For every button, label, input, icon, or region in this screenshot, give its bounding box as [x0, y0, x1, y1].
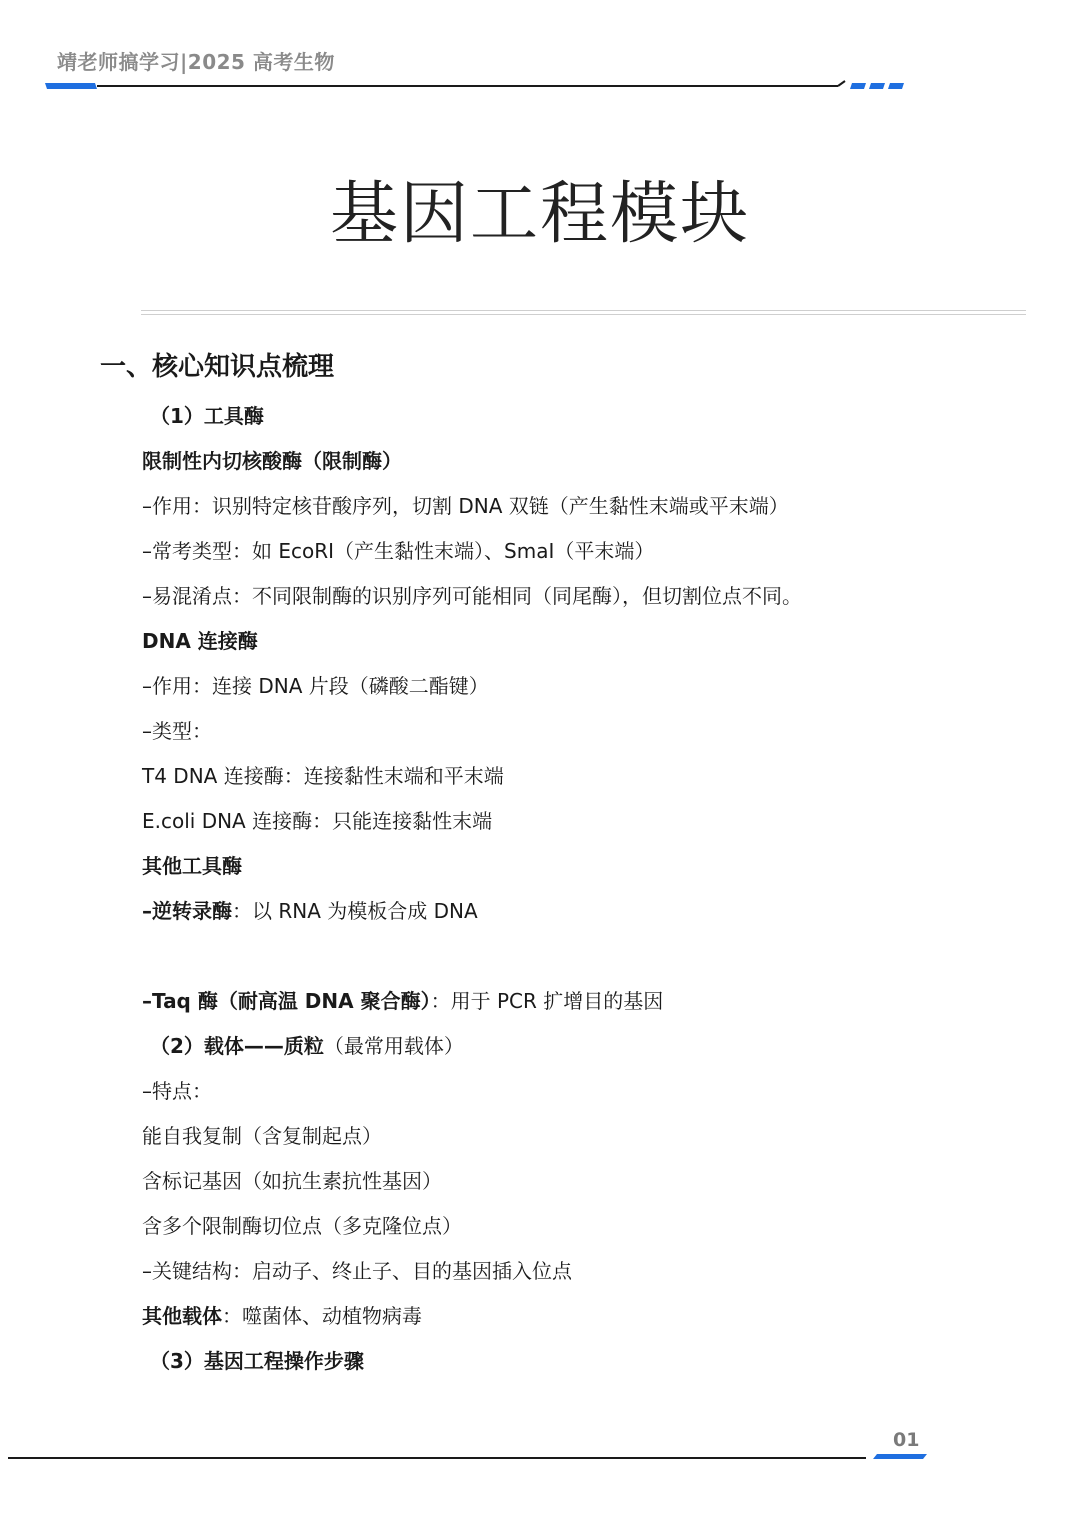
header-line-tick — [838, 81, 845, 86]
content-line: –关键结构：启动子、终止子、目的基因插入位点 — [142, 1259, 572, 1283]
content-line: 能自我复制（含复制起点） — [142, 1124, 382, 1148]
footer-accent — [873, 1454, 927, 1459]
page-number: 01 — [893, 1429, 920, 1451]
content-line — [142, 986, 663, 1016]
subsection-heading — [150, 1031, 464, 1061]
header-accent-left — [45, 83, 97, 89]
content-line — [142, 1301, 422, 1331]
content-line-rest: ：以 RNA 为模板合成 DNA — [232, 899, 478, 923]
header-accent-dash-2 — [869, 83, 885, 89]
header-rule — [0, 76, 1080, 96]
subsection-heading: （3）基因工程操作步骤 — [150, 1349, 364, 1373]
header-accent-dash-3 — [888, 83, 904, 89]
page-title: 基因工程模块 — [329, 175, 750, 254]
content-line-lead: –Taq 酶（耐高温 DNA 聚合酶） — [142, 989, 431, 1013]
content-line: –作用：连接 DNA 片段（磷酸二酯键） — [142, 674, 489, 698]
content-line-rest: ：用于 PCR 扩增目的基因 — [430, 989, 664, 1013]
content-line: –特点： — [142, 1079, 212, 1103]
content-line: T4 DNA 连接酶：连接黏性末端和平末端 — [142, 764, 504, 788]
content-line-rest: ：噬菌体、动植物病毒 — [222, 1304, 422, 1328]
content-line: –作用：识别特定核苷酸序列，切割 DNA 双链（产生黏性末端或平末端） — [142, 494, 789, 518]
subsection-heading: （1）工具酶 — [150, 404, 264, 428]
title-divider — [141, 310, 1026, 315]
topic-heading: 限制性内切核酸酶（限制酶） — [142, 449, 402, 473]
content-line-lead: –逆转录酶 — [142, 899, 232, 923]
content-line: 含标记基因（如抗生素抗性基因） — [142, 1169, 442, 1193]
content-line: –类型： — [142, 719, 212, 743]
section-heading: 一、核心知识点梳理 — [100, 352, 335, 382]
topic-heading: 其他工具酶 — [142, 854, 242, 878]
header-accent-dash-1 — [850, 83, 866, 89]
content-line-rest: （最常用载体） — [323, 1034, 464, 1058]
content-line — [142, 896, 478, 926]
header-title: 靖老师搞学习|2025 高考生物 — [57, 50, 335, 74]
content-line: –常考类型：如 EcoRⅠ（产生黏性末端）、SmaⅠ（平末端） — [142, 539, 655, 563]
content-line: E.coli DNA 连接酶：只能连接黏性末端 — [142, 809, 493, 833]
content-line: –易混淆点：不同限制酶的识别序列可能相同（同尾酶），但切割位点不同。 — [142, 584, 802, 608]
content-line-lead: 其他载体 — [142, 1304, 222, 1328]
content-line: 含多个限制酶切位点（多克隆位点） — [142, 1214, 462, 1238]
topic-heading: DNA 连接酶 — [142, 629, 258, 653]
content-line-lead: （2）载体——质粒 — [150, 1034, 324, 1058]
